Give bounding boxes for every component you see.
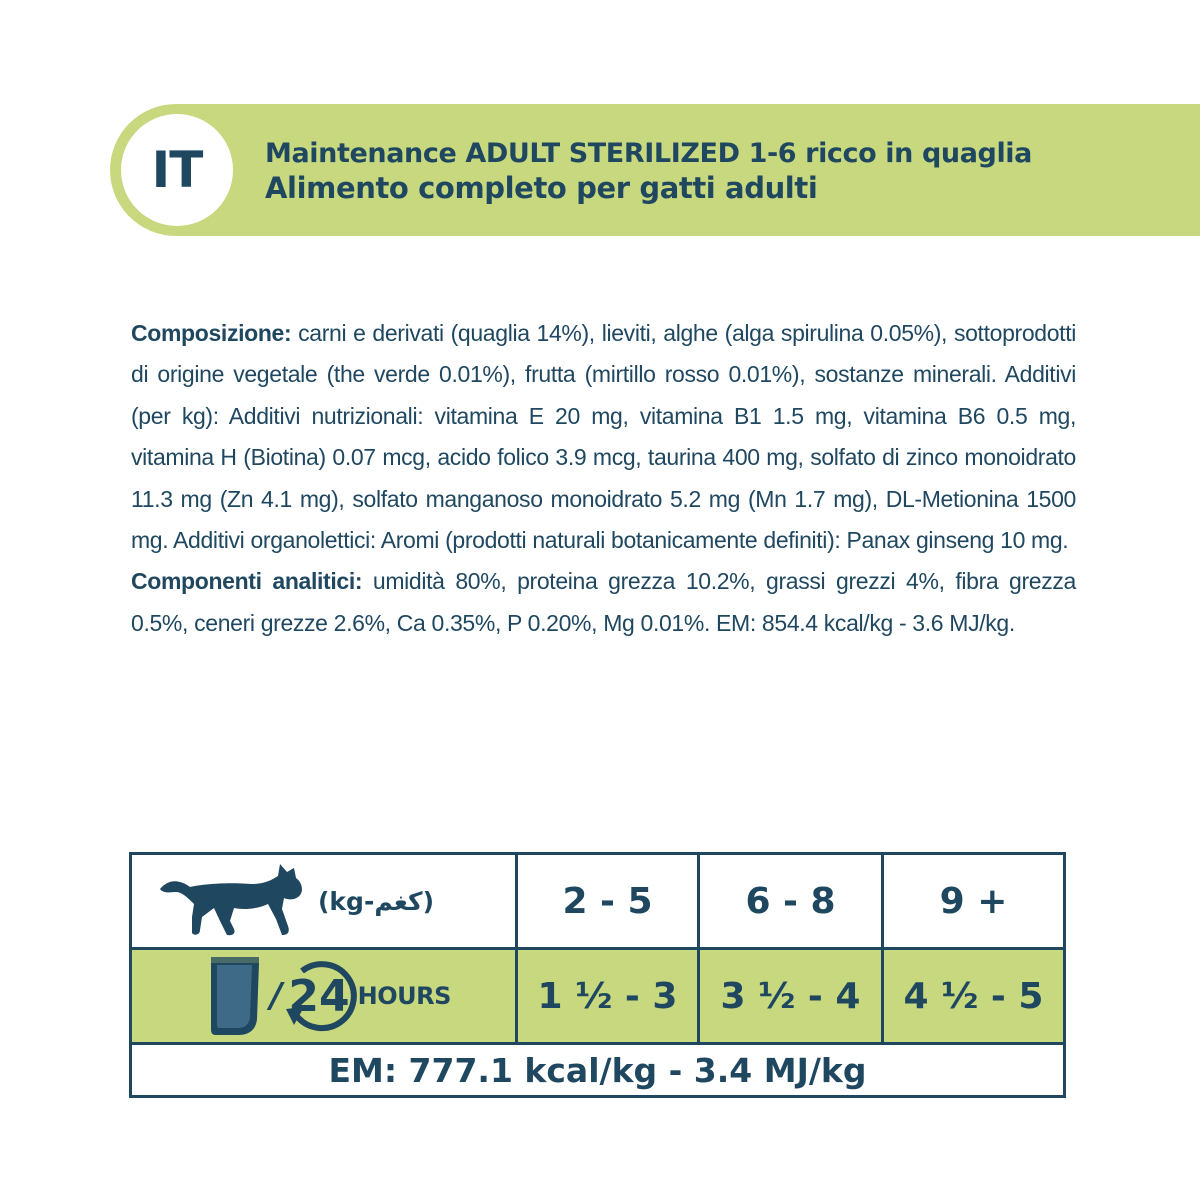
- analytical-text: umidità 80%, proteina grezza 10.2%, grassi grezzi 4%, fibra grezza 0.5%, ceneri grezze 2.6%, Ca 0.35%, P 0.20%, Mg 0.01%. EM: 854.4 kcal/kg - 3.6 MJ/kg.: [131, 568, 1076, 636]
- weight-cell-1: 2 - 5: [518, 855, 700, 947]
- weight-unit-label: (kg-كغم): [318, 886, 435, 916]
- header-text: [265, 138, 1185, 206]
- language-badge: IT: [121, 114, 233, 226]
- portion-cell-2: 3 ½ - 4: [700, 950, 884, 1042]
- cat-icon: [154, 863, 306, 939]
- feeding-table: [129, 852, 1066, 1098]
- hours-number: 24: [288, 970, 350, 1022]
- analytical-paragraph: [131, 561, 1076, 644]
- portion-header-cell: [132, 950, 518, 1042]
- weight-header-cell: [132, 855, 518, 947]
- hours-label: HOURS: [357, 982, 451, 1010]
- portion-row: [132, 950, 1063, 1045]
- weight-cell-2: 6 - 8: [700, 855, 884, 947]
- composition-paragraph: [131, 313, 1076, 561]
- pouch-icon: [208, 955, 262, 1037]
- weight-row: [132, 855, 1063, 950]
- product-name: Maintenance ADULT STERILIZED 1-6 ricco in quaglia: [265, 138, 1032, 169]
- weight-cell-3: 9 +: [939, 880, 1008, 922]
- hours-badge: [288, 971, 349, 1022]
- energy-footer: EM: 777.1 kcal/kg - 3.4 MJ/kg: [132, 1045, 1063, 1095]
- analytical-label: Componenti analitici:: [131, 568, 363, 595]
- product-description: Alimento completo per gatti adulti: [265, 171, 818, 205]
- composition-text: carni e derivati (quaglia 14%), lieviti, alghe (alga spirulina 0.05%), sottoprodotti di origine vegetale (the verde 0.01%), frutta (mirtillo rosso 0.01%), sostanze minerali. Additivi (per kg): Additivi nutrizionali: vitamina E 20 mg, vitamina B1 1.5 mg, vitamina B6 0.5 mg, vitamina H (Biotina) 0.07 mcg, acido folico 3.9 mcg, taurina 400 mg, solfato di zinco monoidrato 11.3 mg (Zn 4.1 mg), solfato manganoso monoidrato 5.2 mg (Mn 1.7 mg), DL-Metionina 1500 mg. Additivi organolettici: Aromi (prodotti naturali botanicamente definiti): Panax ginseng 10 mg.: [131, 320, 1076, 554]
- per-slash: /: [270, 976, 283, 1016]
- portion-cell-1: 1 ½ - 3: [518, 950, 700, 1042]
- composition-block: [131, 313, 1076, 644]
- composition-label: Composizione:: [131, 320, 292, 346]
- portion-cell-3: 4 ½ - 5: [903, 975, 1044, 1017]
